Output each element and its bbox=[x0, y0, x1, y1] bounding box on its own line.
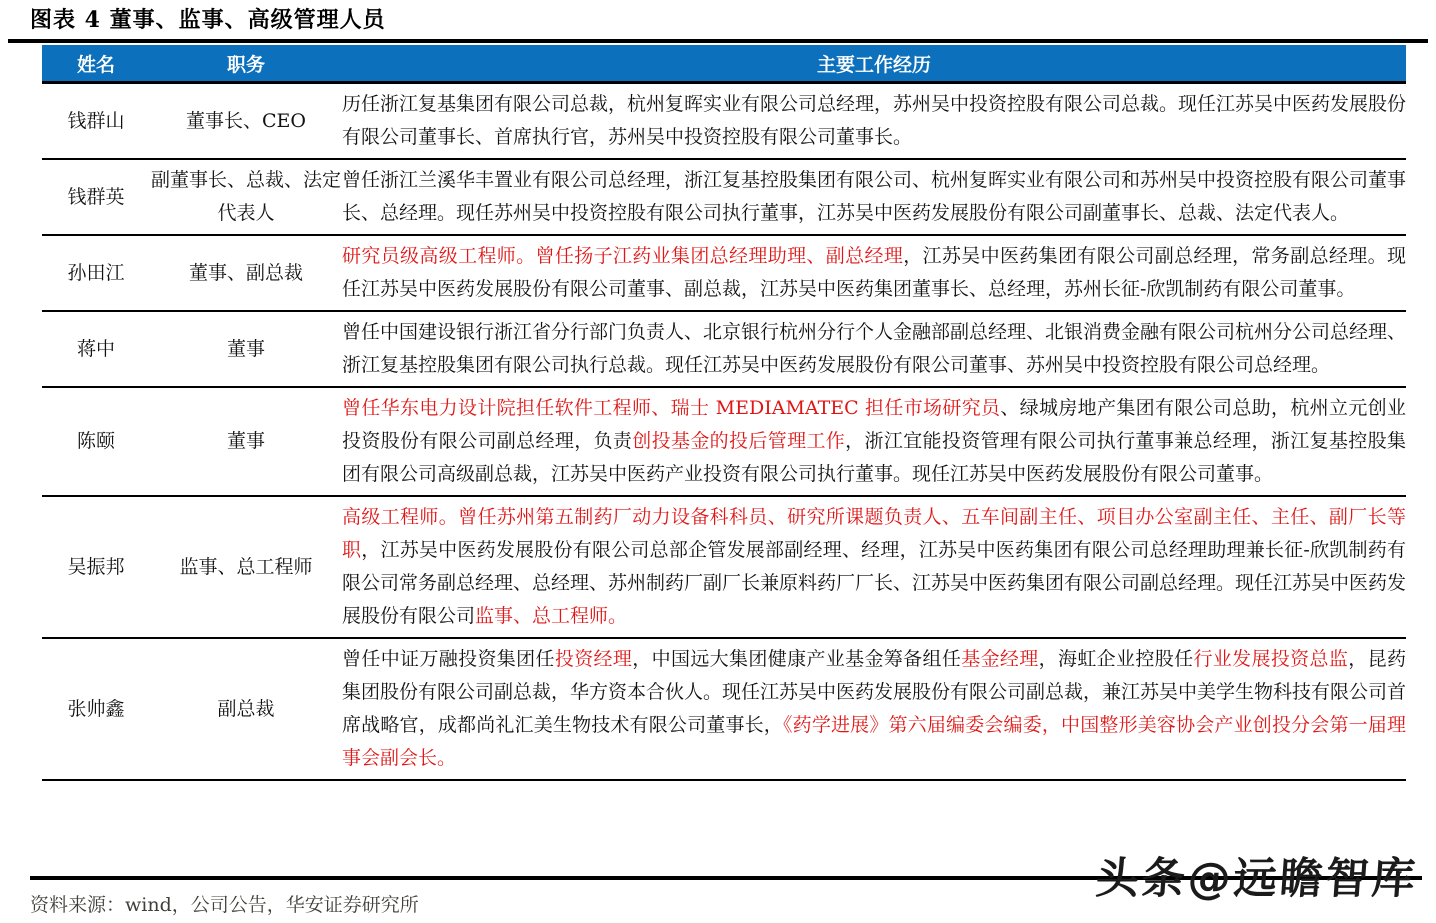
experience-text-segment: 曾任中国建设银行浙江省分行部门负责人、北京银行杭州分行个人金融部副总经理、北银消费金融有限公司杭州分公司总经理、浙江复基控股集团有限公司执行总裁。现任江苏吴中医药发展股份有限公司董事、苏州吴中投资控股有限公司总经理。 bbox=[342, 321, 1407, 376]
experience-text-segment: ，浙江宜能投资管理有限公司执行董事兼总经理，浙江复基控股集团有限公司高级副总裁，江苏吴中医药产业投资有限公司执行董事。现任江苏吴中医药发展股份有限公司董事。 bbox=[342, 430, 1406, 485]
table-row bbox=[42, 235, 1406, 311]
experience-text-segment: 、绿城房地产集团有限公司总助，杭州立元创业投资股份有限公司副总经理，负责 bbox=[342, 397, 1406, 452]
experience-highlight-segment: 基金经理 bbox=[961, 648, 1039, 670]
column-header-experience: 主要工作经历 bbox=[342, 45, 1406, 83]
member-name: 吴振邦 bbox=[67, 555, 125, 578]
member-name: 张帅鑫 bbox=[67, 697, 125, 720]
member-position: 董事、副总裁 bbox=[188, 261, 303, 284]
member-experience bbox=[342, 235, 1406, 311]
title-rule-divider bbox=[8, 39, 1428, 43]
member-experience bbox=[342, 159, 1406, 235]
experience-text-segment: ，海虹企业控股任 bbox=[1038, 648, 1194, 670]
experience-text-segment: ，昆药集团股份有限公司副总裁，华方资本合伙人。现任江苏吴中医药发展股份有限公司副总裁，兼江苏吴中美学生物科技有限公司首席战略官，成都尚礼汇美生物技术有限公司董事长， bbox=[342, 648, 1407, 736]
experience-highlight-segment: 《药学进展》第六届编委会编委，中国整形美容协会产业创投分会第一届理事会副会长。 bbox=[342, 714, 1406, 769]
member-position: 副总裁 bbox=[217, 697, 275, 720]
figure-title: 图表 4 董事、监事、高级管理人员 bbox=[30, 7, 386, 33]
experience-text-segment: ，江苏吴中医药发展股份有限公司总部企管发展部副经理、经理，江苏吴中医药集团有限公司总经理助理兼长征-欣凯制药有限公司常务副总经理、总经理、苏州制药厂副厂长兼原料药厂厂长、江苏吴中医药集团有限公司副总经理。现任江苏吴中医药发展股份有限公司 bbox=[342, 539, 1407, 627]
member-position: 副董事长、总裁、法定代表人 bbox=[150, 169, 341, 224]
table-row bbox=[42, 311, 1406, 387]
experience-highlight-segment: 曾任华东电力设计院担任软件工程师、瑞士 MEDIAMATEC 担任市场研究员 bbox=[342, 397, 1001, 419]
experience-highlight-segment: 高级工程师。曾任苏州第五制药厂动力设备科科员、研究所课题负责人、五车间副主任、项目办公室副主任、主任、副厂长等职 bbox=[342, 506, 1406, 561]
member-experience bbox=[342, 311, 1406, 387]
experience-highlight-segment: 创投基金的投后管理工作 bbox=[632, 430, 846, 452]
management-table bbox=[42, 45, 1406, 781]
experience-text-segment: 历任浙江复基集团有限公司总裁，杭州复晖实业有限公司总经理，苏州吴中投资控股有限公司总裁。现任江苏吴中医药发展股份有限公司董事长、首席执行官，苏州吴中投资控股有限公司董事长。 bbox=[342, 93, 1407, 148]
table-row bbox=[42, 159, 1406, 235]
member-name: 蒋中 bbox=[76, 337, 115, 360]
source-attribution: 资料来源：wind，公司公告，华安证券研究所 bbox=[30, 894, 419, 916]
member-position: 董事长、CEO bbox=[186, 109, 306, 132]
member-position: 董事 bbox=[226, 430, 265, 452]
member-experience bbox=[342, 638, 1406, 780]
column-header-position: 职务 bbox=[150, 45, 342, 83]
experience-text-segment: ，中国远大集团健康产业基金筹备组任 bbox=[632, 648, 962, 670]
experience-highlight-segment: 投资经理 bbox=[554, 648, 633, 670]
member-name: 陈颐 bbox=[76, 430, 115, 452]
experience-text-segment: 曾任浙江兰溪华丰置业有限公司总经理，浙江复基控股集团有限公司、杭州复晖实业有限公司和苏州吴中投资控股有限公司董事长、总经理。现任苏州吴中投资控股有限公司执行董事，江苏吴中医药发展股份有限公司副董事长、总裁、法定代表人。 bbox=[342, 169, 1407, 224]
table-row bbox=[42, 638, 1406, 780]
member-experience bbox=[342, 83, 1406, 160]
member-position: 董事 bbox=[226, 337, 265, 360]
table-row bbox=[42, 83, 1406, 160]
watermark-logo: 头条@远瞻智库 bbox=[1094, 854, 1420, 904]
experience-highlight-segment: 研究员级高级工程师。曾任扬子江药业集团总经理助理、副总经理 bbox=[342, 245, 904, 267]
experience-highlight-segment: 监事、总工程师。 bbox=[475, 605, 628, 627]
table-row bbox=[42, 496, 1406, 638]
table-row bbox=[42, 387, 1406, 496]
column-header-name: 姓名 bbox=[42, 45, 150, 83]
member-position: 监事、总工程师 bbox=[179, 555, 313, 578]
experience-highlight-segment: 行业发展投资总监 bbox=[1193, 648, 1349, 670]
table-body bbox=[42, 83, 1406, 781]
member-experience bbox=[342, 496, 1406, 638]
member-experience bbox=[342, 387, 1406, 496]
member-name: 钱群山 bbox=[67, 109, 125, 132]
member-name: 孙田江 bbox=[67, 261, 125, 284]
experience-text-segment: ，江苏吴中医药集团有限公司副总经理，常务副总经理。现任江苏吴中医药发展股份有限公司董事、副总裁，江苏吴中医药集团董事长、总经理，苏州长征-欣凯制药有限公司董事。 bbox=[342, 245, 1406, 300]
experience-text-segment: 曾任中证万融投资集团任 bbox=[342, 648, 555, 670]
table-header-row bbox=[42, 45, 1406, 83]
member-name: 钱群英 bbox=[67, 185, 125, 208]
